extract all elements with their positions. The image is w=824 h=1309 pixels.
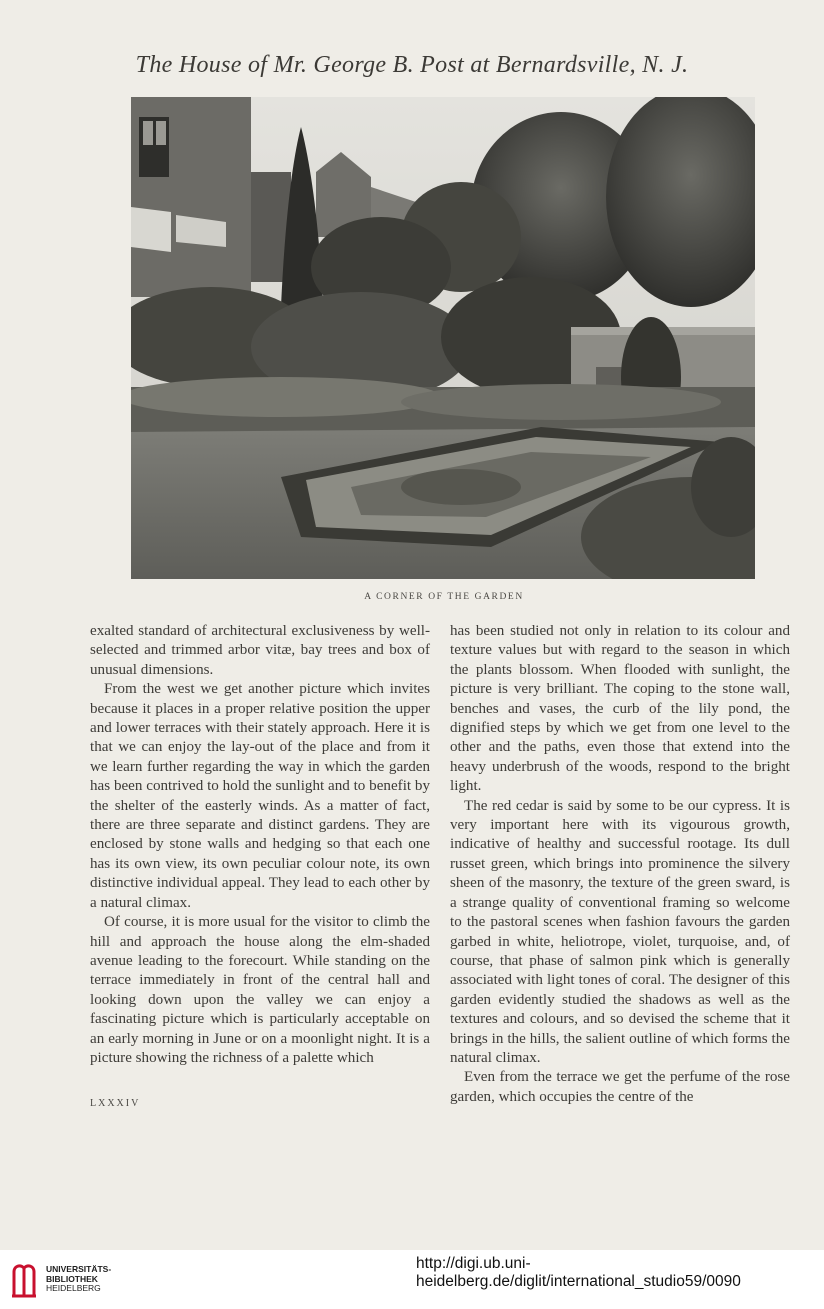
paragraph: exalted standard of architectural exclusiveness by well-selected and trimmed arbor vitæ, bay trees and box of unusual dimensions. [90,623,430,678]
plate-caption: A CORNER OF THE GARDEN [364,592,524,602]
garden-photograph [131,97,755,579]
running-head: The House of Mr. George B. Post at Bernardsville, N. J. [135,52,689,78]
paragraph: Of course, it is more usual for the visitor to climb the hill and approach the house along the elm-shaded avenue leading to the forecourt. While standing on the terrace immediately in front of the central hall and looking down upon the valley we can enjoy a fascinating picture which is particularly acceptable on an early morning in June or on a moonlight night. It is a picture showing the richness of a palette which [90,914,430,1066]
logo-line: UNIVERSITÄTS- [46,1264,112,1274]
paragraph: has been studied not only in relation to its colour and texture values but with regard to the season in which the plants blossom. When flooded with sunlight, the picture is very brilliant. The coping to the stone wall, benches and vases, the curb of the lily pond, the dignified steps by which we get from one level to the other and the paths, even those that extend into the heavy underbrush of the woods, respond to the bright light. [450,623,790,795]
heidelberg-library-logo-icon [10,1262,38,1298]
text-column-right [450,622,790,1107]
garden-photograph-drawing [131,97,755,579]
paragraph: From the west we get another picture which invites because it places in a proper relative position the upper and lower terraces with their stately approach. Here it is that we can enjoy the lay-out of the place and from it we learn further regarding the way in which the garden has been contrived to hold the sunlight and to benefit by the shelter of the easterly winds. As a matter of fact, there are three separate and distinct gardens. They are enclosed by stone walls and hedging so that each one has its own view, its own peculiar colour note, its own distinctive individual appeal. They lead to each other by a natural climax. [90,681,430,911]
paragraph: The red cedar is said by some to be our cypress. It is very important here with its vigourous growth, indicative of healthy and successful rootage. Its dull russet green, which brings into prominence the silvery sheen of the masonry, the texture of the green sward, is a strange quality of conventional framing so welcome to the pastoral scenes when fashion favours the garden garbed in white, heliotrope, violet, turquoise, and, of course, that phase of salmon pink which is generally associated with light tones of coral. The designer of this garden evidently studied the shadows as well as the textures and colours, and so devised the scheme that it brings in the hills, the salient outline of which forms the natural climax. [450,797,790,1066]
text-column-left [90,622,430,1068]
paragraph: Even from the terrace we get the perfume of the rose garden, which occupies the centre of the [450,1069,790,1105]
source-url-link[interactable]: http://digi.ub.uni-heidelberg.de/diglit/international_studio59/0090 [416,1255,741,1290]
library-logo-text [46,1265,111,1294]
page-number: LXXXIV [90,1098,141,1109]
logo-line: HEIDELBERG [46,1283,101,1293]
logo-line: BIBLIOTHEK [46,1273,98,1284]
